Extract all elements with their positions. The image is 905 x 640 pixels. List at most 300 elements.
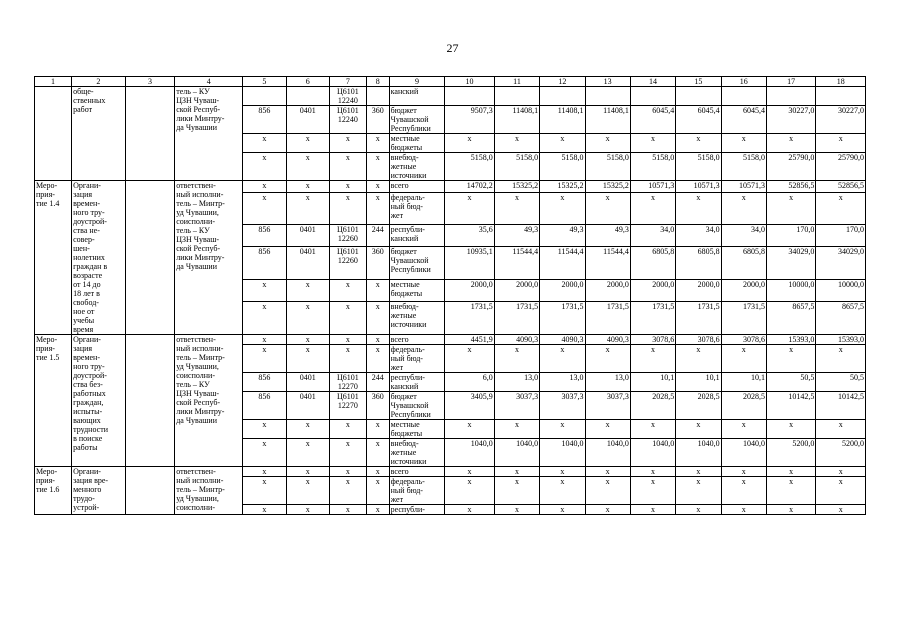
- code-section: 0401: [286, 225, 329, 247]
- year-value-6: x: [676, 134, 721, 153]
- funding-source: [389, 134, 445, 153]
- year-value-9: 10000,0: [816, 280, 866, 302]
- code-type: 360: [366, 392, 389, 420]
- year-value-6: 6805,8: [676, 247, 721, 280]
- code-target: [329, 134, 366, 153]
- executor-line: ответствен-: [176, 467, 216, 476]
- code-target: [329, 467, 366, 477]
- funding-source: [389, 477, 445, 505]
- year-value-9: x: [816, 467, 866, 477]
- event-note: [125, 335, 174, 467]
- funding-source-line: республи-: [390, 505, 425, 514]
- year-value-9: 52856,5: [816, 181, 866, 193]
- year-value-4: 5158,0: [585, 153, 630, 181]
- event-number-line: прия-: [36, 190, 55, 199]
- event-name: [72, 335, 126, 467]
- funding-source-line: бюджет: [390, 106, 417, 115]
- event-name-line: ного тру-: [73, 362, 105, 371]
- code-grbs: x: [243, 280, 286, 302]
- year-value-3: 2000,0: [540, 280, 585, 302]
- code-target: [329, 477, 366, 505]
- year-value-5: 1040,0: [630, 439, 675, 467]
- event-name-line: ного тру-: [73, 208, 105, 217]
- event-note: [125, 181, 174, 335]
- year-value-6: 5158,0: [676, 153, 721, 181]
- funding-source: [389, 153, 445, 181]
- year-value-4: 11408,1: [585, 106, 630, 134]
- year-value-8: x: [766, 477, 815, 505]
- code-grbs: x: [243, 477, 286, 505]
- year-value-1: x: [445, 505, 494, 515]
- event-name-line: граждан,: [73, 398, 104, 407]
- code-type: x: [366, 467, 389, 477]
- year-value-5: 6045,4: [630, 106, 675, 134]
- year-value-3: [540, 87, 585, 106]
- table-row: [35, 87, 866, 106]
- code-target-line: x: [345, 467, 350, 476]
- code-type: 244: [366, 373, 389, 392]
- funding-source-line: бюджеты: [390, 289, 423, 299]
- year-value-4: 2000,0: [585, 280, 630, 302]
- year-value-2: x: [494, 505, 539, 515]
- funding-source-line: федераль-: [390, 477, 425, 486]
- year-value-7: 2028,5: [721, 392, 766, 420]
- year-value-9: x: [816, 192, 866, 225]
- funding-source: [389, 181, 445, 193]
- event-name-line: испыты-: [73, 407, 103, 416]
- header-col-11: 11: [494, 77, 539, 87]
- code-type: x: [366, 477, 389, 505]
- year-value-8: [766, 87, 815, 106]
- executor-line: ЦЗН Чуваш-: [176, 96, 220, 105]
- funding-source: [389, 280, 445, 302]
- year-value-9: 30227,0: [816, 106, 866, 134]
- funding-source-line: внебюд-: [390, 302, 419, 312]
- year-value-2: x: [494, 345, 539, 373]
- year-value-4: x: [585, 477, 630, 505]
- funding-source-line: жет: [390, 495, 404, 504]
- code-section: 0401: [286, 106, 329, 134]
- funding-source-line: внебюд-: [390, 439, 419, 448]
- year-value-3: 49,3: [540, 225, 585, 247]
- year-value-9: x: [816, 505, 866, 515]
- event-number: [35, 467, 72, 515]
- event-name-line: Органи-: [73, 467, 101, 476]
- executor-line: ской Респуб-: [176, 105, 221, 114]
- year-value-1: x: [445, 134, 494, 153]
- code-type: x: [366, 335, 389, 345]
- year-value-2: x: [494, 467, 539, 477]
- year-value-1: 2000,0: [445, 280, 494, 302]
- year-value-8: x: [766, 192, 815, 225]
- code-section: x: [286, 280, 329, 302]
- year-value-4: 11544,4: [585, 247, 630, 280]
- year-value-1: 9507,3: [445, 106, 494, 134]
- year-value-9: 5200,0: [816, 439, 866, 467]
- year-value-6: 2028,5: [676, 392, 721, 420]
- header-col-3: 3: [125, 77, 174, 87]
- code-section: 0401: [286, 373, 329, 392]
- funding-source-line: ный бюд-: [390, 201, 423, 211]
- executor-line: соисполни-: [176, 217, 215, 226]
- executor-line: тель – Минтр-: [176, 485, 225, 494]
- code-type: x: [366, 280, 389, 302]
- year-value-3: x: [540, 192, 585, 225]
- year-value-3: x: [540, 420, 585, 439]
- code-grbs: [243, 87, 286, 106]
- executor-line: соисполни-: [176, 371, 215, 380]
- year-value-5: x: [630, 345, 675, 373]
- event-name-line: устрой-: [73, 503, 100, 512]
- code-target: [329, 280, 366, 302]
- year-value-1: x: [445, 477, 494, 505]
- year-value-5: x: [630, 134, 675, 153]
- code-target-line: x: [345, 439, 350, 448]
- year-value-7: [721, 87, 766, 106]
- year-value-8: 10142,5: [766, 392, 815, 420]
- year-value-4: [585, 87, 630, 106]
- funding-source-line: бюджет: [390, 247, 417, 257]
- year-value-4: x: [585, 467, 630, 477]
- code-section: x: [286, 302, 329, 335]
- year-value-3: 1040,0: [540, 439, 585, 467]
- code-grbs: x: [243, 134, 286, 153]
- year-value-4: x: [585, 420, 630, 439]
- executor-line: соисполни-: [176, 503, 215, 512]
- year-value-7: 10,1: [721, 373, 766, 392]
- year-value-9: 15393,0: [816, 335, 866, 345]
- year-value-8: x: [766, 345, 815, 373]
- header-col-14: 14: [630, 77, 675, 87]
- year-value-7: x: [721, 345, 766, 373]
- event-name-line: трудности: [73, 425, 108, 434]
- funding-source-line: всего: [390, 335, 409, 344]
- year-value-7: 10571,3: [721, 181, 766, 193]
- year-value-8: 30227,0: [766, 106, 815, 134]
- funding-source: [389, 505, 445, 515]
- code-type: 360: [366, 247, 389, 280]
- code-target-line: x: [345, 345, 350, 354]
- code-target-line: 12240: [337, 96, 358, 105]
- header-col-7: 7: [329, 77, 366, 87]
- funding-source: [389, 106, 445, 134]
- year-value-9: 50,5: [816, 373, 866, 392]
- funding-source-line: жет: [390, 210, 404, 220]
- event-name-line: работ: [73, 105, 93, 114]
- event-note: [125, 87, 174, 181]
- year-value-8: 34029,0: [766, 247, 815, 280]
- funding-source: [389, 302, 445, 335]
- code-target: [329, 420, 366, 439]
- code-type: 244: [366, 225, 389, 247]
- year-value-3: x: [540, 134, 585, 153]
- header-row: [35, 77, 866, 87]
- event-number-line: тие 1.5: [36, 353, 60, 362]
- funding-source-line: бюджеты: [390, 429, 423, 438]
- year-value-2: 11544,4: [494, 247, 539, 280]
- funding-source-line: Чувашской: [390, 256, 429, 266]
- event-name-line: трудо-: [73, 494, 95, 503]
- year-value-4: 15325,2: [585, 181, 630, 193]
- code-target-line: x: [345, 505, 350, 514]
- code-grbs: 856: [243, 225, 286, 247]
- year-value-8: 170,0: [766, 225, 815, 247]
- year-value-6: x: [676, 467, 721, 477]
- executor-line: тель – Минтр-: [176, 353, 225, 362]
- event-note: [125, 467, 174, 515]
- code-target-line: x: [345, 192, 350, 202]
- year-value-5: x: [630, 192, 675, 225]
- funding-source: [389, 335, 445, 345]
- year-value-7: 1731,5: [721, 302, 766, 335]
- year-value-7: 34,0: [721, 225, 766, 247]
- code-target: [329, 345, 366, 373]
- page-number: 27: [446, 41, 459, 55]
- year-value-7: 6805,8: [721, 247, 766, 280]
- code-target: [329, 302, 366, 335]
- code-section: [286, 87, 329, 106]
- year-value-7: x: [721, 134, 766, 153]
- year-value-1: [445, 87, 494, 106]
- event-name-line: Органи-: [73, 335, 101, 344]
- event-number-line: прия-: [36, 476, 55, 485]
- executor-line: уд Чувашии,: [176, 494, 219, 503]
- funding-source-line: внебюд-: [390, 153, 419, 162]
- year-value-8: 15393,0: [766, 335, 815, 345]
- code-section: x: [286, 335, 329, 345]
- funding-source-line: источники: [390, 320, 427, 330]
- year-value-2: 2000,0: [494, 280, 539, 302]
- code-type: 360: [366, 106, 389, 134]
- code-target-line: Ц6101: [337, 87, 359, 96]
- code-section: x: [286, 192, 329, 225]
- year-value-9: 34029,0: [816, 247, 866, 280]
- event-name-line: ства без-: [73, 380, 103, 389]
- funding-source-line: Республики: [390, 124, 431, 133]
- event-number-line: тие 1.4: [36, 199, 60, 208]
- event-name-line: доустрой-: [73, 217, 107, 226]
- executor-line: да Чувашии: [176, 123, 217, 132]
- code-target-line: x: [345, 302, 350, 312]
- funding-source-line: жетные: [390, 162, 417, 171]
- year-value-1: 14702,2: [445, 181, 494, 193]
- year-value-4: x: [585, 134, 630, 153]
- executor-line: ской Респуб-: [176, 244, 221, 253]
- year-value-2: x: [494, 477, 539, 505]
- funding-source-line: Республики: [390, 265, 431, 275]
- executor-line: тель – КУ: [176, 87, 210, 96]
- year-value-5: 10,1: [630, 373, 675, 392]
- code-type: x: [366, 153, 389, 181]
- year-value-5: x: [630, 420, 675, 439]
- year-value-7: 2000,0: [721, 280, 766, 302]
- year-value-2: 3037,3: [494, 392, 539, 420]
- event-name: [72, 87, 126, 181]
- year-value-6: 10,1: [676, 373, 721, 392]
- funding-source-line: Чувашской: [390, 401, 429, 410]
- funding-source: [389, 192, 445, 225]
- executor-line: уд Чувашии,: [176, 362, 219, 371]
- code-target: [329, 87, 366, 106]
- year-value-6: 3078,6: [676, 335, 721, 345]
- year-value-8: x: [766, 420, 815, 439]
- year-value-6: 1731,5: [676, 302, 721, 335]
- year-value-3: 5158,0: [540, 153, 585, 181]
- year-value-1: 10935,1: [445, 247, 494, 280]
- code-target: [329, 392, 366, 420]
- code-section: x: [286, 467, 329, 477]
- year-value-1: 6,0: [445, 373, 494, 392]
- event-name: [72, 467, 126, 515]
- year-value-5: [630, 87, 675, 106]
- code-target-line: 12270: [337, 401, 358, 410]
- year-value-1: x: [445, 345, 494, 373]
- code-section: x: [286, 134, 329, 153]
- year-value-3: x: [540, 505, 585, 515]
- executor-line: ный исполни-: [176, 344, 224, 353]
- year-value-7: x: [721, 420, 766, 439]
- header-col-4: 4: [175, 77, 243, 87]
- year-value-1: 1731,5: [445, 302, 494, 335]
- code-grbs: 856: [243, 247, 286, 280]
- code-target: [329, 225, 366, 247]
- code-grbs: x: [243, 345, 286, 373]
- code-target-line: x: [345, 335, 350, 344]
- year-value-9: 25790,0: [816, 153, 866, 181]
- year-value-6: x: [676, 420, 721, 439]
- code-target-line: x: [345, 477, 350, 486]
- funding-source-line: местные: [390, 134, 420, 143]
- funding-source: [389, 87, 445, 106]
- executor-line: да Чувашии: [176, 416, 217, 425]
- header-col-8: 8: [366, 77, 389, 87]
- code-type: x: [366, 192, 389, 225]
- header-col-6: 6: [286, 77, 329, 87]
- code-target-line: 12260: [337, 256, 358, 266]
- funding-source-line: бюджет: [390, 392, 417, 401]
- event-number-line: прия-: [36, 344, 55, 353]
- funding-source-line: ный бюд-: [390, 486, 423, 495]
- executor-line: ответствен-: [176, 335, 216, 344]
- code-type: x: [366, 505, 389, 515]
- executor-line: лики Минтру-: [176, 407, 225, 416]
- year-value-1: x: [445, 467, 494, 477]
- code-section: x: [286, 505, 329, 515]
- code-target: [329, 373, 366, 392]
- event-number-line: тие 1.6: [36, 485, 60, 494]
- code-target: [329, 181, 366, 193]
- code-target: [329, 106, 366, 134]
- table-row: [35, 181, 866, 193]
- year-value-7: x: [721, 477, 766, 505]
- year-value-2: 1731,5: [494, 302, 539, 335]
- funding-source-line: ный бюд-: [390, 354, 423, 363]
- executor-line: да Чувашии: [176, 262, 217, 271]
- header-col-1: 1: [35, 77, 72, 87]
- event-name-line: 18 лет в: [73, 289, 100, 298]
- executor-line: тель – КУ: [176, 226, 210, 235]
- code-section: x: [286, 477, 329, 505]
- code-target: [329, 153, 366, 181]
- event-name-line: времен-: [73, 199, 100, 208]
- funding-source: [389, 247, 445, 280]
- code-section: x: [286, 153, 329, 181]
- code-target-line: Ц6101: [337, 225, 359, 235]
- year-value-8: 5200,0: [766, 439, 815, 467]
- year-value-7: 6045,4: [721, 106, 766, 134]
- event-name-line: время: [73, 325, 94, 334]
- funding-source-line: канский: [390, 87, 419, 96]
- executor-line: ный исполни-: [176, 190, 224, 199]
- code-grbs: x: [243, 335, 286, 345]
- executor: [175, 467, 243, 515]
- executor: [175, 335, 243, 467]
- code-type: x: [366, 345, 389, 373]
- year-value-4: 13,0: [585, 373, 630, 392]
- funding-source-line: источники: [390, 457, 427, 466]
- code-target-line: x: [345, 280, 350, 290]
- funding-source-line: местные: [390, 280, 420, 290]
- executor-line: ЦЗН Чуваш-: [176, 389, 220, 398]
- year-value-8: 52856,5: [766, 181, 815, 193]
- funding-source: [389, 392, 445, 420]
- event-name-line: в поиске: [73, 434, 103, 443]
- code-target-line: 12260: [337, 234, 358, 244]
- event-name-line: работы: [73, 443, 98, 452]
- event-name-line: возрасте: [73, 271, 103, 280]
- funding-source-line: Чувашской: [390, 115, 429, 124]
- executor-line: лики Минтру-: [176, 253, 225, 262]
- year-value-2: [494, 87, 539, 106]
- event-name-line: нолетних: [73, 253, 105, 262]
- year-value-4: 1731,5: [585, 302, 630, 335]
- event-name-line: времен-: [73, 353, 100, 362]
- code-target-line: x: [345, 153, 350, 162]
- year-value-9: x: [816, 134, 866, 153]
- year-value-1: x: [445, 420, 494, 439]
- event-number-line: Меро-: [36, 467, 58, 476]
- year-value-6: [676, 87, 721, 106]
- year-value-5: 10571,3: [630, 181, 675, 193]
- year-value-1: x: [445, 192, 494, 225]
- executor: [175, 181, 243, 335]
- year-value-6: x: [676, 505, 721, 515]
- year-value-1: 3405,9: [445, 392, 494, 420]
- year-value-6: 6045,4: [676, 106, 721, 134]
- year-value-5: 6805,8: [630, 247, 675, 280]
- funding-source-line: всего: [390, 181, 409, 190]
- code-type: [366, 87, 389, 106]
- year-value-8: x: [766, 505, 815, 515]
- year-value-2: x: [494, 192, 539, 225]
- budget-table: [34, 76, 866, 515]
- year-value-6: x: [676, 477, 721, 505]
- header-col-9: 9: [389, 77, 445, 87]
- year-value-3: x: [540, 477, 585, 505]
- code-grbs: 856: [243, 106, 286, 134]
- funding-source-line: жетные: [390, 311, 417, 321]
- executor-line: уд Чувашии,: [176, 208, 219, 217]
- year-value-3: x: [540, 467, 585, 477]
- year-value-9: 8657,5: [816, 302, 866, 335]
- year-value-3: 11544,4: [540, 247, 585, 280]
- year-value-2: 49,3: [494, 225, 539, 247]
- funding-source-line: канский: [390, 382, 419, 391]
- header-col-17: 17: [766, 77, 815, 87]
- year-value-4: 4090,3: [585, 335, 630, 345]
- event-name-line: вающих: [73, 416, 101, 425]
- code-section: x: [286, 181, 329, 193]
